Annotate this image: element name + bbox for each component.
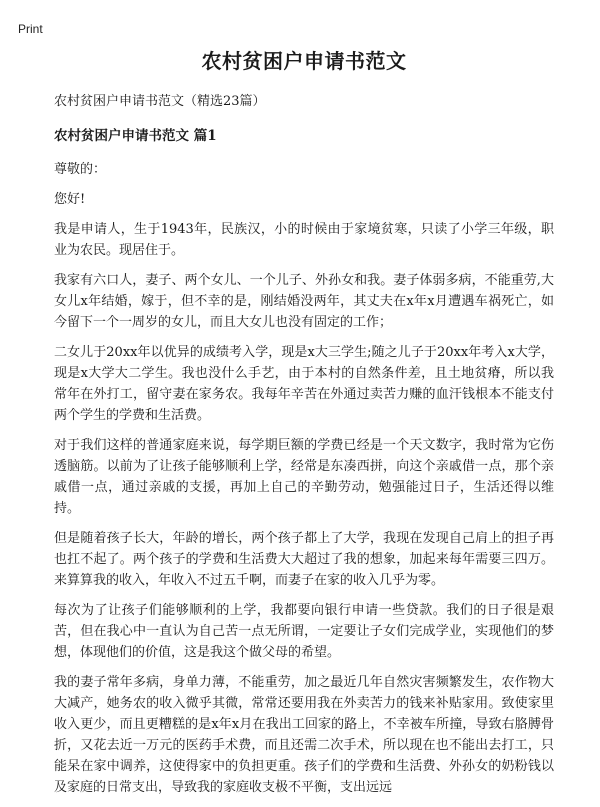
greeting: 您好!: [54, 192, 86, 207]
paragraph-tuition-burden: 对于我们这样的普通家庭来说，每学期巨额的学费已经是一个天文数字，我时常为它伤透脑筋。以前为了让孩子能够顺利上学，经常是东凑西拼，向这个亲戚借一点，那个亲戚借一点，通过亲戚的支援，再加上自己的辛勤劳动，勉强能过日子，生活还得以维持。: [54, 438, 554, 516]
paragraph-hardship: 我的妻子常年多病，身单力薄，不能重劳，加之最近几年自然灾害频繁发生，农作物大大减产，她务农的收入微乎其微，常常还要用我在外卖苦力的钱来补贴家用。致使家里收入更少，而且更糟糕的是x年x月在我出工回家的路上，不幸被车所撞，导致右胳膊骨折，又花去近一万元的医药手术费，而且还需二次手术，所以现在也不能出去打工，只能呆在家中调养，这使得家中的负担更重。孩子们的学费和生活费、外孙女的奶粉钱以及家庭的日常支出，导致我的家庭收支极不平衡，支出远远: [54, 675, 554, 795]
paragraph-growing-costs: 但是随着孩子长大，年龄的增长，两个孩子都上了大学，我现在发现自己肩上的担子再也扛不起了。两个孩子的学费和生活费大大超过了我的想象，加起来每年需要三四万。来算算我的收入，年收入不过五千啊，而妻子在家的收入几乎为零。: [54, 531, 554, 588]
document-title: 农村贫困户申请书范文: [201, 49, 407, 73]
print-link[interactable]: Print: [18, 22, 43, 36]
salutation: 尊敬的：: [54, 162, 107, 177]
document-body: [54, 48, 554, 807]
paragraph-family-members: 我家有六口人，妻子、两个女儿、一个儿子、外孙女和我。妻子体弱多病，不能重劳,大女儿x年结婚，嫁于，但不幸的是，刚结婚没两年，其丈夫在x年x月遭遇车祸死亡，如今留下一个一周岁的女儿，而且大女儿也没有固定的工作；: [54, 273, 554, 330]
paragraph-applicant-intro: 我是申请人，生于1943年，民族汉，小的时候由于家境贫寒，只读了小学三年级，职业为农民。现居住于。: [54, 222, 554, 258]
section-heading: 农村贫困户申请书范文 篇1: [54, 128, 217, 144]
document-subtitle: 农村贫困户申请书范文（精选23篇）: [54, 94, 266, 109]
paragraph-children-education: 二女儿于20xx年以优异的成绩考入学，现是x大三学生;随之儿子于20xx年考入x大学，现是x大学大二学生。我也没什么手艺，由于本村的自然条件差，且土地贫瘠，所以我常年在外打工，留守妻在家务农。我每年辛苦在外通过卖苦力赚的血汗钱根本不能支付两个学生的学费和生活费。: [54, 345, 554, 423]
paragraph-bank-loans: 每次为了让孩子们能够顺利的上学，我都要向银行申请一些贷款。我们的日子很是艰苦，但在我心中一直认为自己苦一点无所谓，一定要让子女们完成学业，实现他们的梦想，体现他们的价值，这是我这个做父母的希望。: [54, 603, 554, 660]
